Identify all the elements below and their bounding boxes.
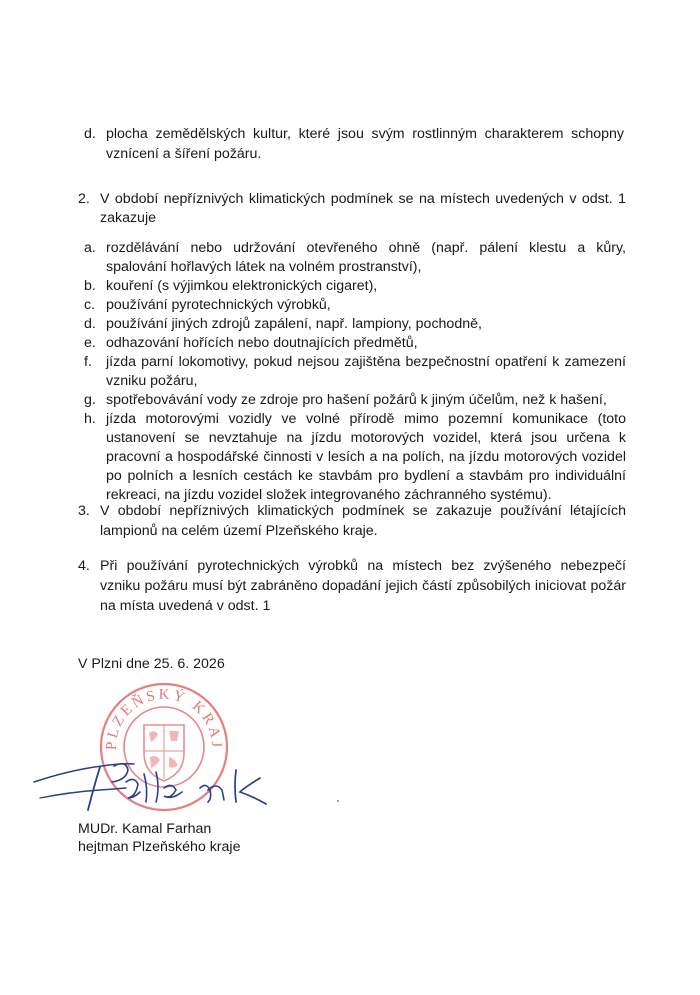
item-label: g. bbox=[84, 392, 96, 408]
item-text: jízda motorovými vozidly ve volné přírodě mimo pozemní komunikace (toto ustanovení se nevztahuje na jízdu motorových vozidel, která jsou určena k pracovní a hospodářské činnosti v lesích a na polích, na jízdu motorových vozidel po polních a lesních cestách ke stavbám pro bydlení a stavbám pro individuální rekreaci, na jízdu vozidel složek integrovaného záchranného systému). bbox=[106, 411, 626, 503]
item-text: kouření (s výjimkou elektronických cigaret), bbox=[106, 278, 378, 294]
item-label: a. bbox=[84, 240, 96, 256]
list-item bbox=[84, 277, 626, 296]
item-text: používání jiných zdrojů zapálení, např. lampiony, pochodně, bbox=[106, 316, 482, 332]
section-number: 2. bbox=[78, 191, 90, 207]
list-item bbox=[84, 239, 626, 277]
item-text: rozdělávání nebo udržování otevřeného ohně (např. pálení klestu a kůry, spalování hořlavých látek na volném prostranství), bbox=[106, 240, 626, 275]
prohibition-list bbox=[84, 239, 626, 505]
signatory-name: MUDr. Kamal Farhan bbox=[78, 821, 212, 837]
list-item-d bbox=[84, 124, 624, 164]
ink-dot bbox=[337, 800, 339, 802]
item-text: odhazování hořících nebo doutnajících předmětů, bbox=[106, 335, 418, 351]
list-item bbox=[84, 353, 626, 391]
item-label: f. bbox=[84, 354, 92, 370]
section-4 bbox=[78, 556, 626, 616]
item-label: c. bbox=[84, 297, 96, 313]
stamp-text: PLZEŇSKÝ KRAJ bbox=[103, 686, 225, 751]
signatory-block bbox=[78, 820, 240, 856]
section-3 bbox=[78, 501, 626, 541]
handwritten-signature bbox=[30, 752, 275, 822]
section-2 bbox=[78, 190, 626, 228]
section-text: Při používání pyrotechnických výrobků na místech bez zvýšeného nebezpečí vzniku požáru musí být zabráněno dopadání jejich částí způsobilých iniciovat požár na místa uvedená v odst. 1 bbox=[100, 558, 626, 614]
section-number: 3. bbox=[78, 503, 90, 519]
item-label: h. bbox=[84, 411, 96, 427]
section-text: V období nepříznivých klimatických podmínek se na místech uvedených v odst. 1 zakazuje bbox=[100, 191, 626, 226]
item-label: d. bbox=[84, 316, 96, 332]
place-and-date: V Plzni dne 25. 6. 2026 bbox=[78, 656, 225, 672]
item-label: d. bbox=[84, 126, 96, 142]
section-text: V období nepříznivých klimatických podmínek se zakazuje používání létajících lampionů na celém území Plzeňského kraje. bbox=[100, 503, 626, 539]
item-text: používání pyrotechnických výrobků, bbox=[106, 297, 331, 313]
list-item bbox=[84, 410, 626, 505]
item-text: jízda parní lokomotivy, pokud nejsou zajištěna bezpečnostní opatření k zamezení vzniku požáru, bbox=[106, 354, 626, 389]
list-item bbox=[84, 391, 626, 410]
list-item bbox=[84, 296, 626, 315]
list-item bbox=[84, 315, 626, 334]
item-label: b. bbox=[84, 278, 96, 294]
section-number: 4. bbox=[78, 558, 90, 574]
list-item bbox=[84, 334, 626, 353]
item-text: plocha zemědělských kultur, které jsou svým rostlinným charakterem schopny vznícení a šíření požáru. bbox=[106, 126, 624, 162]
item-text: spotřebovávání vody ze zdroje pro hašení požárů k jiným účelům, než k hašení, bbox=[106, 392, 607, 408]
item-label: e. bbox=[84, 335, 96, 351]
signatory-title: hejtman Plzeňského kraje bbox=[78, 839, 241, 855]
